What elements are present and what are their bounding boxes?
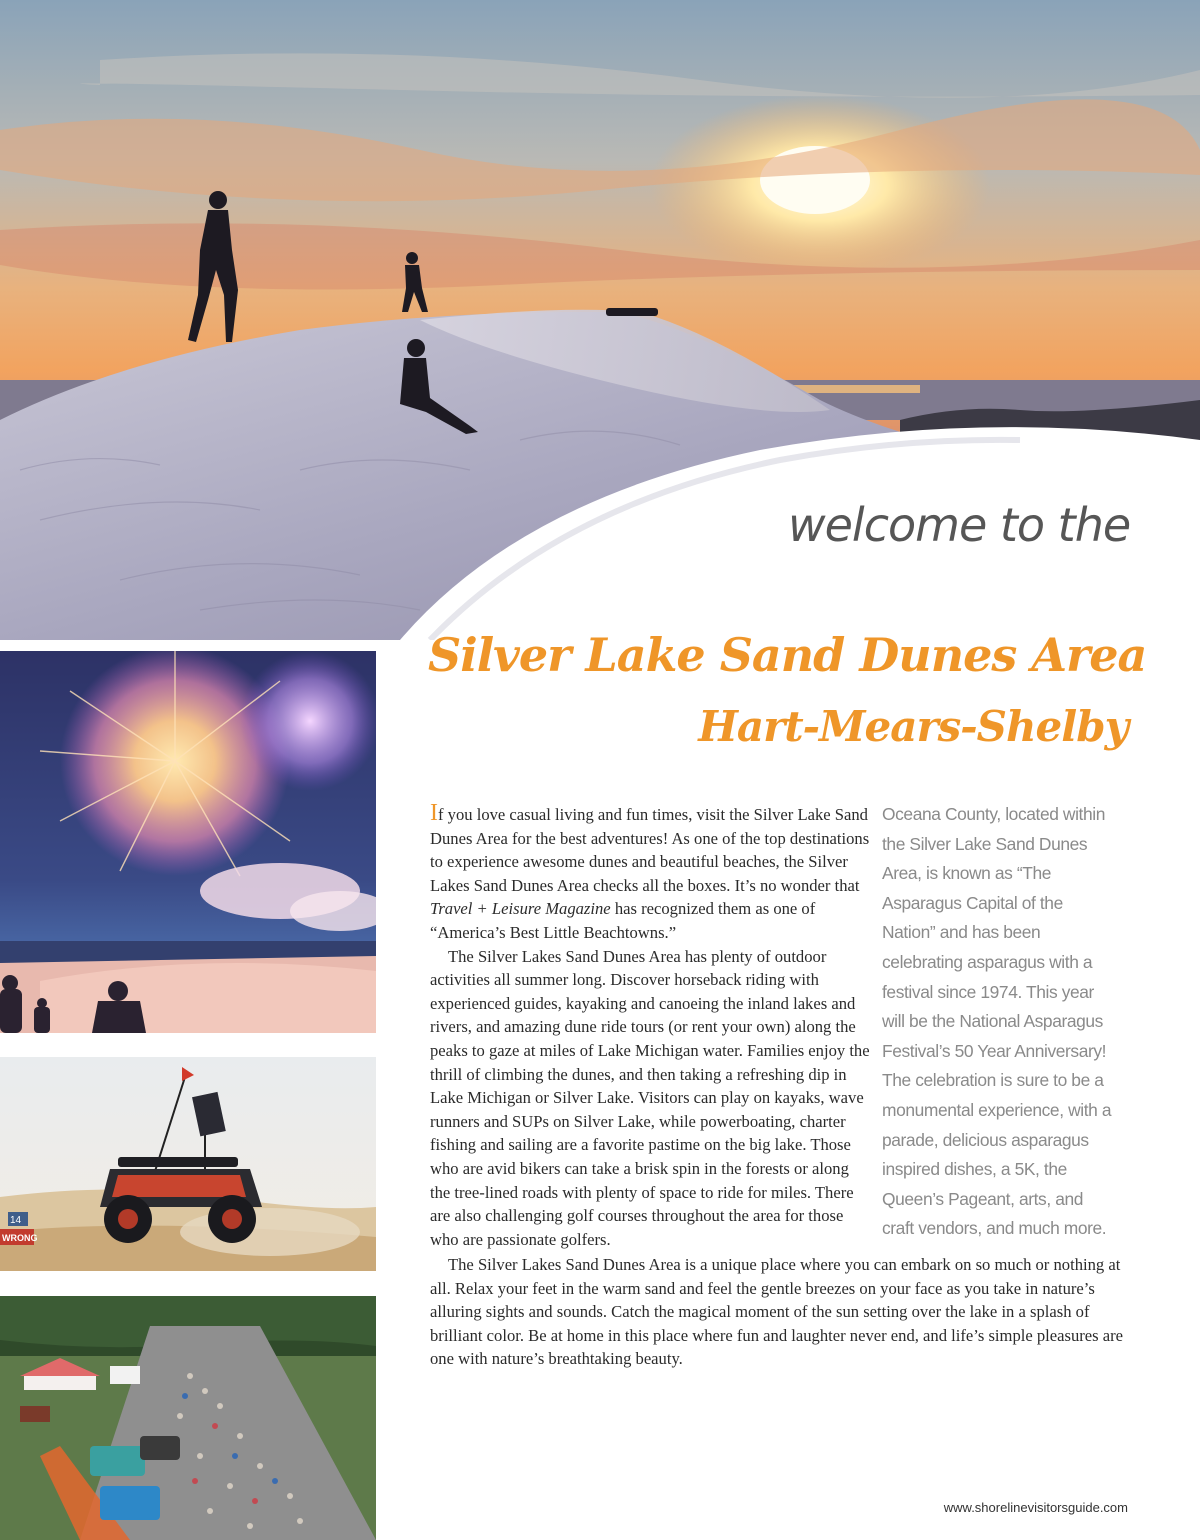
magazine-name: Travel + Leisure Magazine	[430, 899, 611, 919]
page-subtitle: Hart-Mears-Shelby	[698, 702, 1128, 751]
article-paragraph-3-wrap	[430, 1253, 1130, 1371]
asparagus-sidebar: Oceana County, located within the Silver Lake Sand Dunes Area, is known as “The Asparagus Capital of the Nation” and has been celebrating asparagus with a festival since 1974. This year will be the National Asparagus Festival’s 50 Year Anniversary! The celebration is sure to be a monumental experience, with a parade, delicious asparagus inspired dishes, a 5K, the Queen’s Pageant, arts, and craft vendors, and much more.	[882, 804, 1112, 1239]
article-column	[430, 802, 870, 1251]
hero-photo	[0, 0, 1200, 640]
footer-website: www.shorelinevisitorsguide.com	[943, 1500, 1128, 1515]
welcome-heading: welcome to the	[788, 498, 1131, 552]
page-title: Silver Lake Sand Dunes Area	[428, 628, 1147, 682]
atv-sign-word: WRONG	[2, 1233, 38, 1243]
article-paragraph-2: The Silver Lakes Sand Dunes Area has plenty of outdoor activities all summer long. Discover horseback riding with experienced guides, kayaking and canoeing the inland lakes and rivers, and amazing dune ride tours (or rent your own) along the peaks to gaze at miles of Lake Michigan water. Families enjoy the thrill of climbing the dunes, and then taking a refreshing dip in Lake Michigan or Silver Lake. Visitors can play on kayaks, wave runners and SUPs on Silver Lake, while powerboating, charter fishing and sailing are a favorite pastime on the big lake. Those who are avid bikers can take a brisk spin in the forests or along the tree-lined roads with plenty of space to ride for miles. There are also challenging golf courses throughout the area for those who are passionate golfers.	[430, 946, 870, 1249]
fireworks-photo	[0, 651, 376, 1033]
drop-cap: I	[430, 800, 438, 826]
article-paragraph-3: The Silver Lakes Sand Dunes Area is a unique place where you can embark on so much or nothing at all. Relax your feet in the warm sand and feel the gentle breezes on your face as you take in nature’s alluring sights and sounds. Catch the magical moment of the sun setting over the lake in a splash of brilliant color. Be at home in this place where fun and laughter never end, and life’s simple pleasures are one with nature’s breathtaking beauty.	[430, 1255, 1124, 1369]
atv-photo	[0, 1057, 376, 1271]
festival-photo	[0, 1296, 376, 1540]
article-paragraph-1: If you love casual living and fun times, visit the Silver Lake Sand Dunes Area for the best adventures! As one of the top destinations to experience awesome dunes and beautiful beaches, the Silver Lakes Sand Dunes Area checks all the boxes. It’s no wonder that Travel + Leisure Magazine has recognized them as one of “America’s Best Little Beachtowns.”	[430, 800, 870, 942]
atv-sign-number: 14	[10, 1215, 22, 1226]
